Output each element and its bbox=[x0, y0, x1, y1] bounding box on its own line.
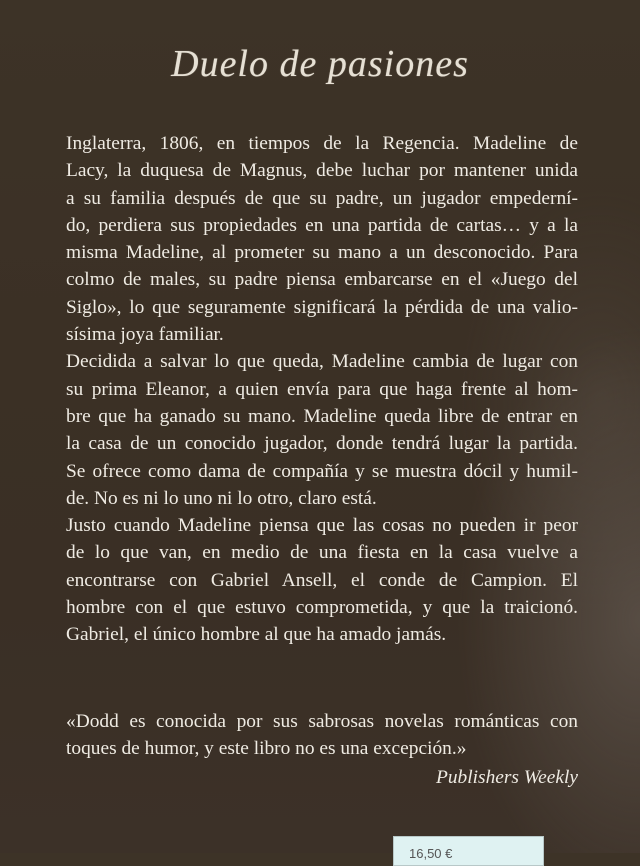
price-label: 16,50 € bbox=[409, 846, 453, 861]
synopsis-line: la casa de un conocido jugador, donde tendrá lugar la partida. bbox=[66, 433, 578, 455]
synopsis-line: bre que ha ganado su mano. Madeline queda libre de entrar en bbox=[66, 405, 578, 427]
synopsis-line: de lo que van, en medio de una fiesta en la casa vuelve a bbox=[66, 542, 578, 564]
synopsis-line: Decidida a salvar lo que queda, Madeline cambia de lugar con bbox=[66, 351, 578, 373]
synopsis-line: Inglaterra, 1806, en tiempos de la Regencia. Madeline de bbox=[66, 133, 578, 154]
synopsis-line: Gabriel, el único hombre al que ha amado jamás. bbox=[66, 624, 447, 646]
synopsis-line: hombre con el que estuvo comprometida, y que la traicionó. bbox=[66, 597, 578, 619]
quote-line: «Dodd es conocida por sus sabrosas novelas románticas con bbox=[66, 711, 578, 732]
price-sticker bbox=[393, 836, 544, 866]
synopsis-line: encontrarse con Gabriel Ansell, el conde de Campion. El bbox=[66, 569, 578, 591]
synopsis bbox=[66, 130, 578, 649]
synopsis-line: su prima Eleanor, a quien envía para que haga frente al hom- bbox=[66, 378, 578, 400]
synopsis-line: colmo de males, su padre piensa embarcarse en el «Juego del bbox=[66, 269, 578, 291]
book-title: Duelo de pasiones bbox=[171, 43, 469, 85]
quote-source: Publishers Weekly bbox=[436, 766, 578, 788]
synopsis-line: Lacy, la duquesa de Magnus, debe luchar por mantener unida bbox=[66, 160, 578, 182]
synopsis-line: a su familia después de que su padre, un jugador empederní- bbox=[66, 187, 578, 209]
synopsis-line: de. No es ni lo uno ni lo otro, claro está. bbox=[66, 487, 377, 509]
review-quote bbox=[66, 708, 578, 791]
synopsis-line: sísima joya familiar. bbox=[66, 324, 224, 346]
quote-line: toques de humor, y este libro no es una excepción.» bbox=[66, 738, 467, 760]
synopsis-line: do, perdiera sus propiedades en una partida de cartas… y a la bbox=[66, 214, 578, 236]
synopsis-line: Justo cuando Madeline piensa que las cosas no pueden ir peor bbox=[66, 515, 578, 537]
synopsis-line: misma Madeline, al prometer su mano a un desconocido. Para bbox=[66, 242, 578, 264]
synopsis-line: Siglo», lo que seguramente significará la pérdida de una valio- bbox=[66, 296, 578, 318]
synopsis-line: Se ofrece como dama de compañía y se muestra dócil y humil- bbox=[66, 460, 578, 482]
